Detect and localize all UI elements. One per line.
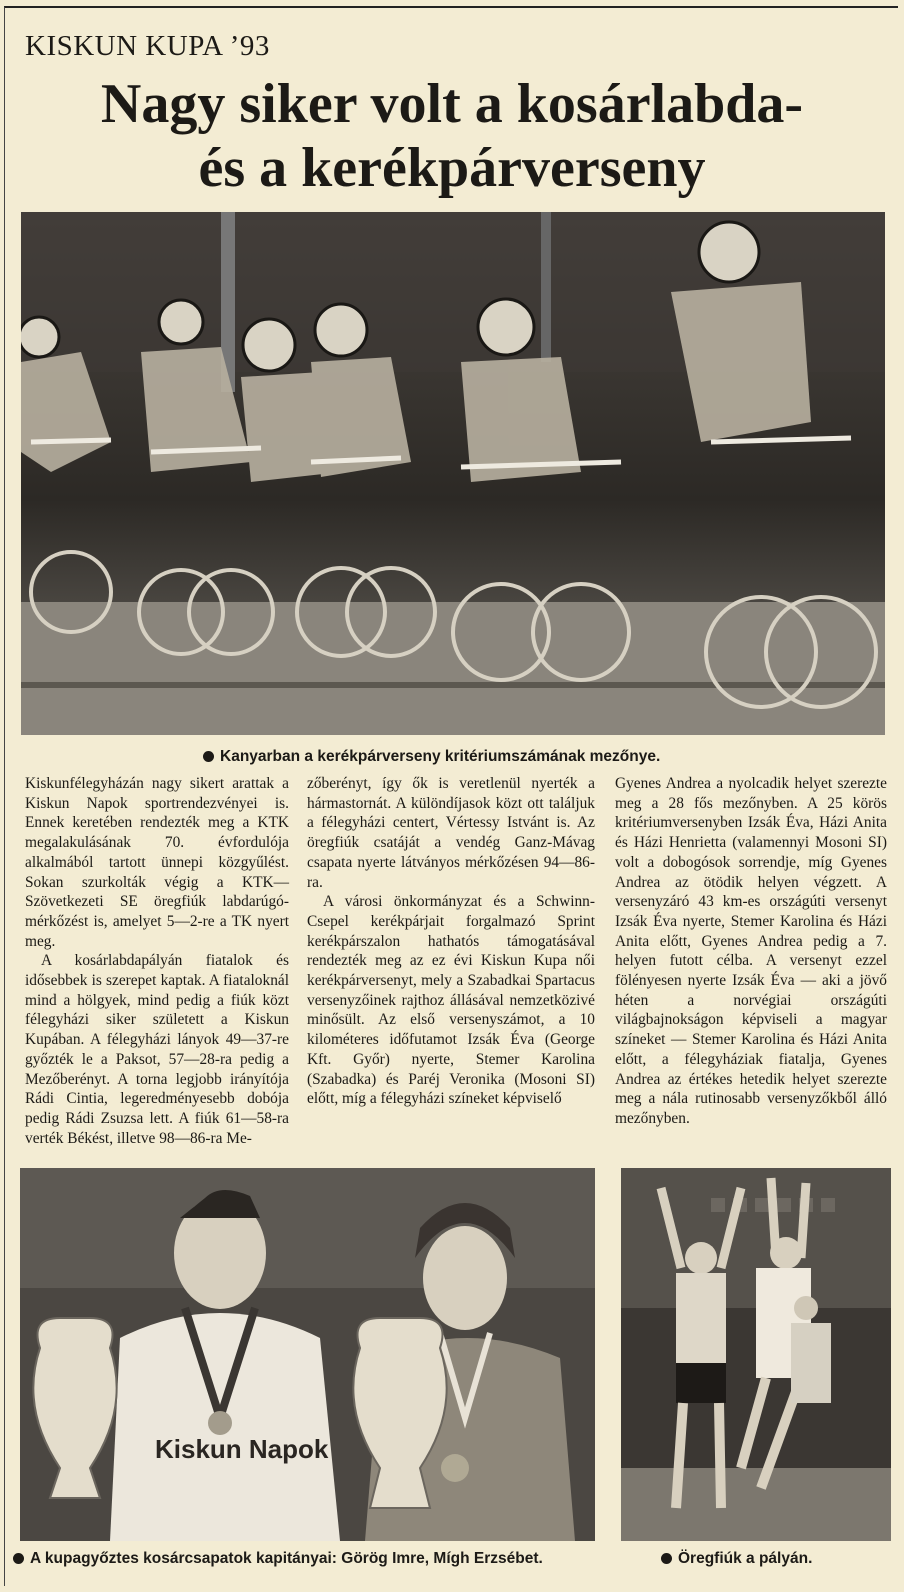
bullet-icon	[203, 751, 214, 762]
captains-illustration	[20, 1168, 595, 1541]
headline-line-1: Nagy siker volt a kosárlabda-	[100, 73, 804, 135]
paragraph: Gyenes Andrea a nyolcadik helyet szerezte meg a 28 fős mezőnyben. A 25 körös kritériumversenyben Izsák Éva, Házi Anita és Házi Henrietta (valamennyi Mosoni SI) volt a dobogósok sorrendje, míg Gyenes Andrea az ötödik helyen végzett. A versenyzáró 43 km-es országúti versenyt Izsák Éva nyerte, Stemer Karolina és Házi Anita előtt, Gyenes Andrea pedig a 7. helyen futott célba. A versenyt ezzel fölényesen nyerte Izsák Éva — aki a jövő héten a norvégiai országúti világbajnokságon képviseli a magyar színeket — Stemer Karolina és Házi Anita előtt, a félegyháziak fiatalja, Gyenes Andrea az értékes hetedik helyet szerezte meg a nála rutinosabb versenyzőkből álló mezőnyben.	[615, 775, 887, 1127]
captains-caption-text: A kupagyőztes kosárcsapatok kapitányai: Görög Imre, Mígh Erzsébet.	[30, 1550, 543, 1567]
cycling-race-illustration	[21, 212, 885, 735]
paragraph: A kosárlabdapályán fiatalok és idősebbek is szerepet kaptak. A fiataloknál mind a hölgyek, mind pedig a fiúk közt félegyházi siker született a Kiskun Kupában. A félegyházi lányok 49—37-re győzték le a Paksot, 57—28-ra pedig a Mezőberényt. A torna legjobb irányítója Rádi Cintia, legeredményesebb dobója pedig Rádi Zsuzsa lett. A fiúk 61—58-ra verték Békést, illetve 98—86-ra Me-	[25, 952, 289, 1147]
shirt-text: Kiskun Napok	[155, 1434, 329, 1464]
article-column-1	[25, 774, 289, 1148]
headline-line-2: és a kerékpárverseny	[198, 137, 706, 199]
bullet-icon	[661, 1553, 672, 1564]
bullet-icon	[13, 1553, 24, 1564]
oldboys-photo-caption	[661, 1550, 812, 1568]
newspaper-page	[4, 6, 898, 1586]
captains-photo-caption	[13, 1550, 543, 1568]
paragraph: zőberényt, így ők is veretlenül nyerték a hármastornát. A különdíjasok közt ott találjuk a félegyházi centert, Vértessy Istvánt is. Az öregfiúk csatáját a vendég Ganz-Mávag csapata nyerte látványos mérkőzésen 94—86-ra.	[307, 775, 595, 891]
main-caption-text: Kanyarban a kerékpárverseny kritériumszámának mezőnye.	[220, 748, 661, 765]
main-photo-caption	[203, 748, 660, 766]
article-column-3	[615, 774, 887, 1129]
cycling-race-photo	[21, 212, 885, 735]
kicker: KISKUN KUPA ’93	[25, 30, 270, 62]
oldboys-caption-text: Öregfiúk a pályán.	[678, 1550, 813, 1567]
article-column-2	[307, 774, 595, 1109]
paragraph: A városi önkormányzat és a Schwinn-Csepel kerékpárjait forgalmazó Sprint kerékpárszalon hathatós támogatásával rendezték meg az ez évi Kiskun Kupa női kerékpárversenyt, mely a Szabadkai Spartacus versenyzőinek rajthoz állásával nemzetközivé minősült. Az első versenyszámot, a 10 kilométeres időfutamot Izsák Éva (George Kft. Győr) nyerte, Stemer Karolina (Szabadka) és Paréj Veronika (Mosoni SI) előtt, míg a félegyházi színeket képviselő	[307, 893, 595, 1108]
paragraph: Kiskunfélegyházán nagy sikert arattak a Kiskun Napok sportrendezvényei is. Ennek keretében rendezték meg a KTK megalakulásának 70. évfordulója alkalmából tartott ünnepi közgyűlést. Sokan szurkolták végig a KTK—Szövetkezeti SE öregfiúk labdarúgó-mérkőzést is, amelyet 5—2-re a TK nyert meg.	[25, 775, 289, 950]
shirt-print	[155, 1434, 329, 1464]
captains-photo	[20, 1168, 595, 1541]
oldboys-basketball-photo	[621, 1168, 891, 1541]
oldboys-illustration	[621, 1168, 891, 1541]
